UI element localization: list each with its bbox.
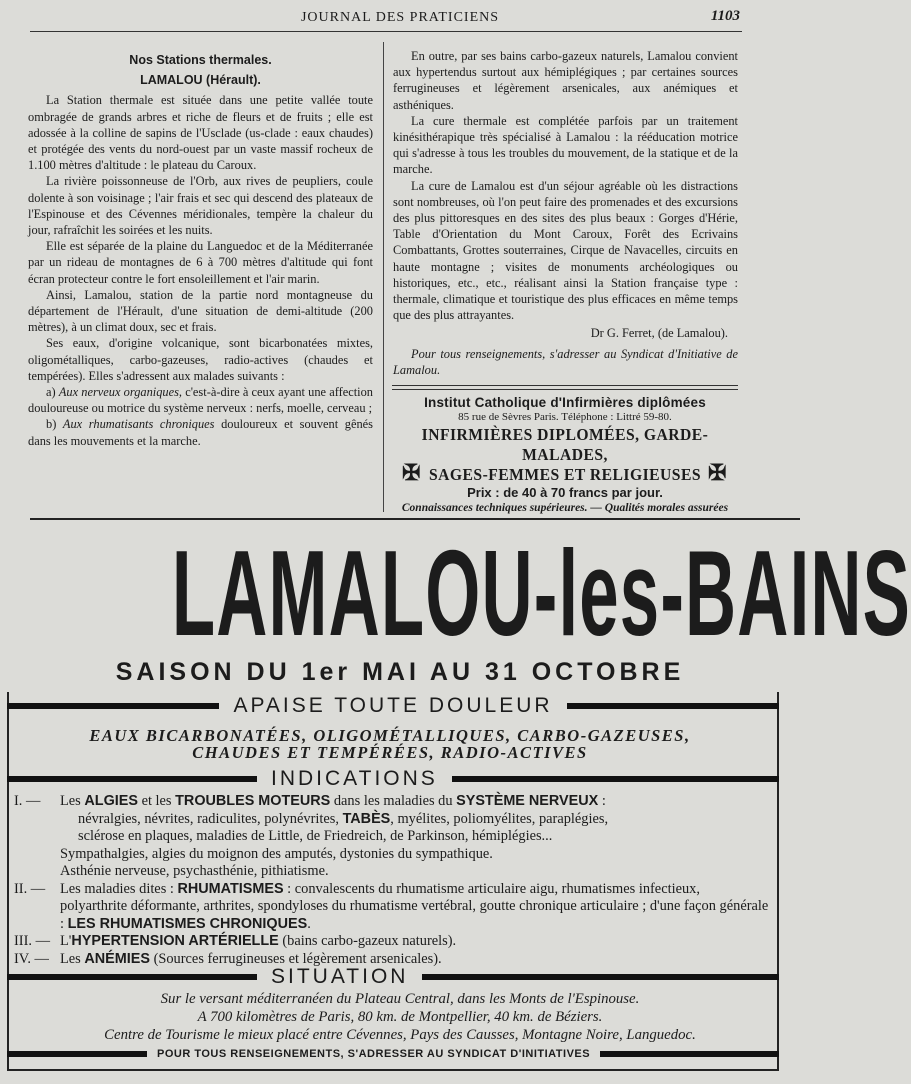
article-left-column	[28, 52, 373, 449]
paragraph: Ainsi, Lamalou, station de la partie nord montagneuse du département de l'Hérault, d'une situation de demi-altitude (200 mètres), à un climat doux, sec et frais.	[28, 287, 373, 335]
banner-indications: INDICATIONS	[7, 767, 779, 791]
institut-knowledge: Connaissances techniques supérieures. — Qualités morales assurées	[401, 502, 729, 514]
advert-footer: POUR TOUS RENSEIGNEMENTS, S'ADRESSER AU SYNDICAT D'INITIATIVES	[7, 1044, 779, 1064]
paragraph: En outre, par ses bains carbo-gazeux naturels, Lamalou convient aux hypertendus surtout aux hémiplégiques ; par certaines sources ferrugineuses et légèrement arsenicales, aux anémiques et asthéniques.	[393, 49, 738, 112]
advert-season: SAISON DU 1er MAI AU 31 OCTOBRE	[115, 658, 685, 686]
indication-item: I. — Les ALGIES et les TROUBLES MOTEURS dans les maladies du SYSTÈME NERVEUX : névralgies, névrites, radiculites, polynévrites, TABÈS, myélites, poliomyélites, paraplégies, sclérose en plaques, maladies de Little, de Friedreich, de Parkinson, hémiplégies... Sympathalgies, algies du moignon des amputés, dystonies du sympathique. Asthénie nerveuse, psychasthénie, pithiatisme.	[14, 793, 609, 879]
cross-icon: ✠	[402, 460, 421, 485]
institut-address: 85 rue de Sèvres Paris. Téléphone : Littré 59-80.	[458, 411, 672, 423]
paragraph: La cure thermale est complétée parfois par un traitement kinésithérapique très spécialisé à Lamalou : la rééducation motrice qui s'adresse à tous les troubles du mouvement, de la statique et de la marche.	[393, 113, 738, 177]
paragraph: La Station thermale est située dans une petite vallée toute ombragée de grands arbres et riche de fleurs et de fruits ; elle est adossée à la colline de sapins de l'Usclade (us-clade : eaux chaudes) et protégée des vents du nord-ouest par un vaste massif rocheux de 1.100 mètres d'altitude : le plateau du Caroux.	[28, 93, 373, 173]
institut-rule	[392, 385, 738, 390]
article-right-column	[393, 48, 738, 378]
indication-item: III. — L'HYPERTENSION ARTÉRIELLE (bains carbo-gazeux naturels).	[14, 933, 457, 949]
institut-line1: INFIRMIÈRES DIPLOMÉES, GARDE-MALADES,	[421, 425, 709, 464]
paragraph: La cure de Lamalou est d'un séjour agréable où les distractions sont nombreuses, où l'on peut faire des promenades et des excursions des plus pittoresques en des sites des plus beaux : Gorges d'Hérie, Table d'Orientation du Mont Caroux, Forêt des Ecrivains Combattants, Grottes souterraines, Cirque de Navacelles, circuits en haute montagne ; visites de monuments archéologiques ou historiques, etc., etc., réalisant ainsi la Station française type : thermale, climatique et touristique des plus efficaces en même temps que des plus attrayantes.	[393, 178, 738, 323]
institut-price: Prix : de 40 à 70 francs par jour.	[467, 485, 663, 500]
indication-item: II. — Les maladies dites : RHUMATISMES : convalescents du rhumatisme articulaire aigu, rhumatismes infectieux, polyarthrite déformante, arthrites, spondyloses du rhumatisme vertébral, goutte chronique articulaire ; d'une façon générale : LES RHUMATISMES CHRONIQUES.	[14, 880, 769, 932]
advert-station-name: LAMALOU-les-BAINS	[171, 525, 911, 661]
cross-icon: ✠	[708, 460, 727, 485]
institut-title: Institut Catholique d'Infirmières diplômées	[424, 395, 706, 410]
waters-description: EAUX BICARBONATÉES, OLIGOMÉTALLIQUES, CARBO-GAZEUSES, CHAUDES ET TEMPÉRÉES, RADIO-ACTIVES	[89, 726, 691, 762]
advert-top-rule	[30, 518, 800, 520]
banner-apaise: APAISE TOUTE DOULEUR	[7, 694, 779, 718]
situation-text: Sur le versant méditerranéen du Plateau Central, dans les Monts de l'Espinouse. A 700 kilomètres de Paris, 80 km. de Montpellier, 40 km. de Béziers. Centre de Tourisme le mieux placé entre Cévennes, Pays des Causses, Montagne Noire, Languedoc.	[104, 991, 696, 1043]
contact-note: Pour tous renseignements, s'adresser au Syndicat d'Initiative de Lamalou.	[393, 346, 738, 377]
indications-list	[14, 793, 769, 968]
list-item: a) Aux nerveux organiques, c'est-à-dire à ceux ayant une affection douloureuse ou motrice du système nerveux : nerfs, moelle, cerveau ;	[28, 385, 373, 416]
station-title: LAMALOU (Hérault).	[140, 73, 261, 88]
running-header: JOURNAL DES PRATICIENS	[300, 10, 500, 25]
indication-item: IV. — Les ANÉMIES (Sources ferrugineuses et légèrement arsenicales).	[14, 950, 442, 967]
header-rule	[30, 31, 742, 32]
section-title: Nos Stations thermales.	[129, 53, 272, 67]
institut-advert	[392, 395, 738, 514]
paragraph: La rivière poissonneuse de l'Orb, aux rives de peupliers, coule dolente à son voisinage ; l'air frais et sec qui descend des plateaux de l'Espinouse et des Cévennes méridionales, tempère la chaleur du jour, rafraîchit les soirées et les nuits.	[28, 174, 373, 238]
page-number: 1103	[710, 8, 740, 24]
paragraph: Ses eaux, d'origine volcanique, sont bicarbonatées mixtes, oligométalliques, carbo-gazeuses, radio-actives (chaudes et tempérées). Elles s'adressent aux malades suivants :	[28, 336, 373, 383]
list-item: b) Aux rhumatisants chroniques douloureux et souvent gênés dans les mouvements et la marche.	[28, 417, 374, 448]
column-divider	[383, 42, 384, 512]
signature: Dr G. Ferret, (de Lamalou).	[590, 326, 728, 341]
institut-line2: SAGES-FEMMES ET RELIGIEUSES	[428, 465, 702, 484]
paragraph: Elle est séparée de la plaine du Languedoc et de la Méditerranée par un rideau de montagnes de 6 à 700 mètres d'altitude qui font écran protecteur contre le fort ensoleillement et l'air marin.	[28, 239, 373, 286]
banner-situation: SITUATION	[7, 965, 779, 989]
